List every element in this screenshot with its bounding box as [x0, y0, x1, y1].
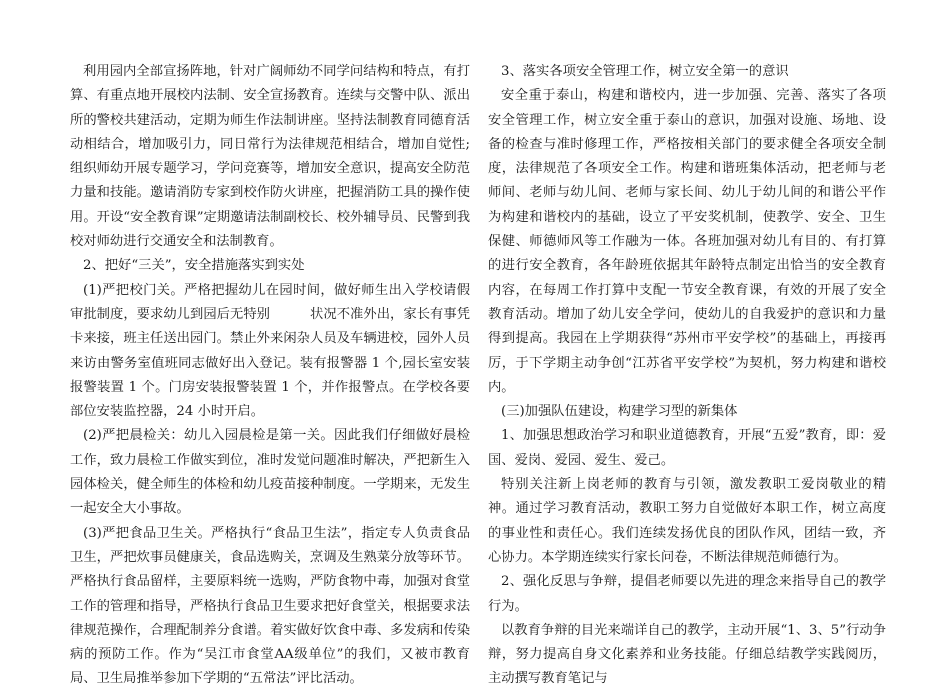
paragraph-reflection: 以教育争辩的目光来端详自己的教学，主动开展“1、3、5”行动争辩，努力提高自身文化素养和业务技能。仔细总结教学实践阅历，主动撰写教育笔记与 [488, 622, 886, 687]
paragraph-five-loves: 1、加强思想政治学习和职业道德教育，开展“五爱”教育，即：爱国、爱岗、爱园、爱生、爱己。 [488, 428, 886, 468]
right-text-column [488, 60, 886, 692]
heading-reflection: 2、强化反思与争辩，提倡老师要以先进的理念来指导自己的教学行为。 [488, 574, 886, 614]
paragraph-legal-education: 利用园内全部宣扬阵地，针对广阔师幼不同学问结构和特点，有打算、有重点地开展校内法制、安全宣扬教育。连续与交警中队、派出所的警校共建活动，定期为师生作法制讲座。坚持法制教育同德育活动相结合，增加吸引力，同日常行为法律规范相结合，增加自觉性;组织师幼开展专题学习，学问竞赛等，增加安全意识，提高安全防范力量和技能。邀请消防专家到校作防火讲座，把握消防工具的操作使用。开设“安全教育课”定期邀请法制副校长、校外辅导员、民警到我校对师幼进行交通安全和法制教育。 [70, 64, 470, 250]
heading-safety-management: 3、落实各项安全管理工作，树立安全第一的意识 [501, 64, 789, 79]
left-text-column [70, 60, 470, 692]
paragraph-school-gate: (1)严把校门关。严格把握幼儿在园时间，做好师生出入学校请假审批制度，要求幼儿到园后无特别 状况不准外出，家长有事凭卡来接，班主任送出园门。禁止外来闲杂人员及车辆进校，园外人员来访由警务室值班同志做好出入登记。装有报警器 1 个,园长室安装报警装置 1 个。门房安装报警装置 1 个，并作报警点。在学校各要部位安装监控器，24 小时开启。 [70, 282, 470, 420]
paragraph-safety-management: 安全重于泰山，构建和谐校内，进一步加强、完善、落实了各项安全管理工作，树立安全重于泰山的意识，加强对设施、场地、设备的检查与准时修理工作，严格按相关部门的要求健全各项安全制度，法律规范了各项安全工作。构建和谐班集体活动，把老师与老师间、老师与幼儿间、老师与家长间、幼儿于幼儿间的和谐公平作为构建和谐校内的基础，设立了平安奖机制，使教学、安全、卫生保健、师德师风等工作融为一体。各班加强对幼儿有目的、有打算的进行安全教育，各年龄班依据其年龄特点制定出恰当的安全教育内容，在每周工作打算中支配一节安全教育课，有效的开展了安全教育活动。增加了幼儿安全学问，使幼儿的自我爱护的意识和力量得到提高。我园在上学期获得“苏州市平安学校”的基础上，再接再厉，于下学期主动争创“江苏省平安学校”为契机，努力构建和谐校内。 [488, 88, 886, 395]
heading-team-building: (三)加强队伍建设，构建学习型的新集体 [501, 404, 738, 420]
paragraph-new-teachers: 特别关注新上岗老师的教育与引领，激发教职工爱岗敬业的精神。通过学习教育活动，教职工努力自觉做好本职工作，树立高度的事业性和责任心。我们连续发扬优良的团队作风，团结一致，齐心协力。本学期连续实行家长问卷，不断法律规范师德行为。 [488, 477, 886, 565]
paragraph-morning-check: (2)严把晨检关：幼儿入园晨检是第一关。因此我们仔细做好晨检工作，致力晨检工作做实到位，准时发觉问题准时解决，严把新生入园体检关，健全师生的体检和幼儿疫苗接种制度。一学期来，无发生一起安全大小事故。 [70, 428, 470, 517]
paragraph-food-hygiene: (3)严把食品卫生关。严格执行“食品卫生法”，指定专人负责食品卫生，严把炊事员健康关，食品选购关，烹调及生熟菜分放等环节。严格执行食品留样，主要原料统一选购，严防食物中毒，加强对食堂工作的管理和指导，严格执行食品卫生要求把好食堂关，根据要求法律规范操作，合理配制养分食谱。着实做好饮食中毒、多发病和传染病的预防工作。作为“吴江市食堂AA级单位”的我们，又被市教育局、卫生局推举参加下学期的“五常法”评比活动。 [70, 525, 470, 687]
heading-three-checks: 2、把好“三关”，安全措施落实到实处 [83, 258, 305, 274]
